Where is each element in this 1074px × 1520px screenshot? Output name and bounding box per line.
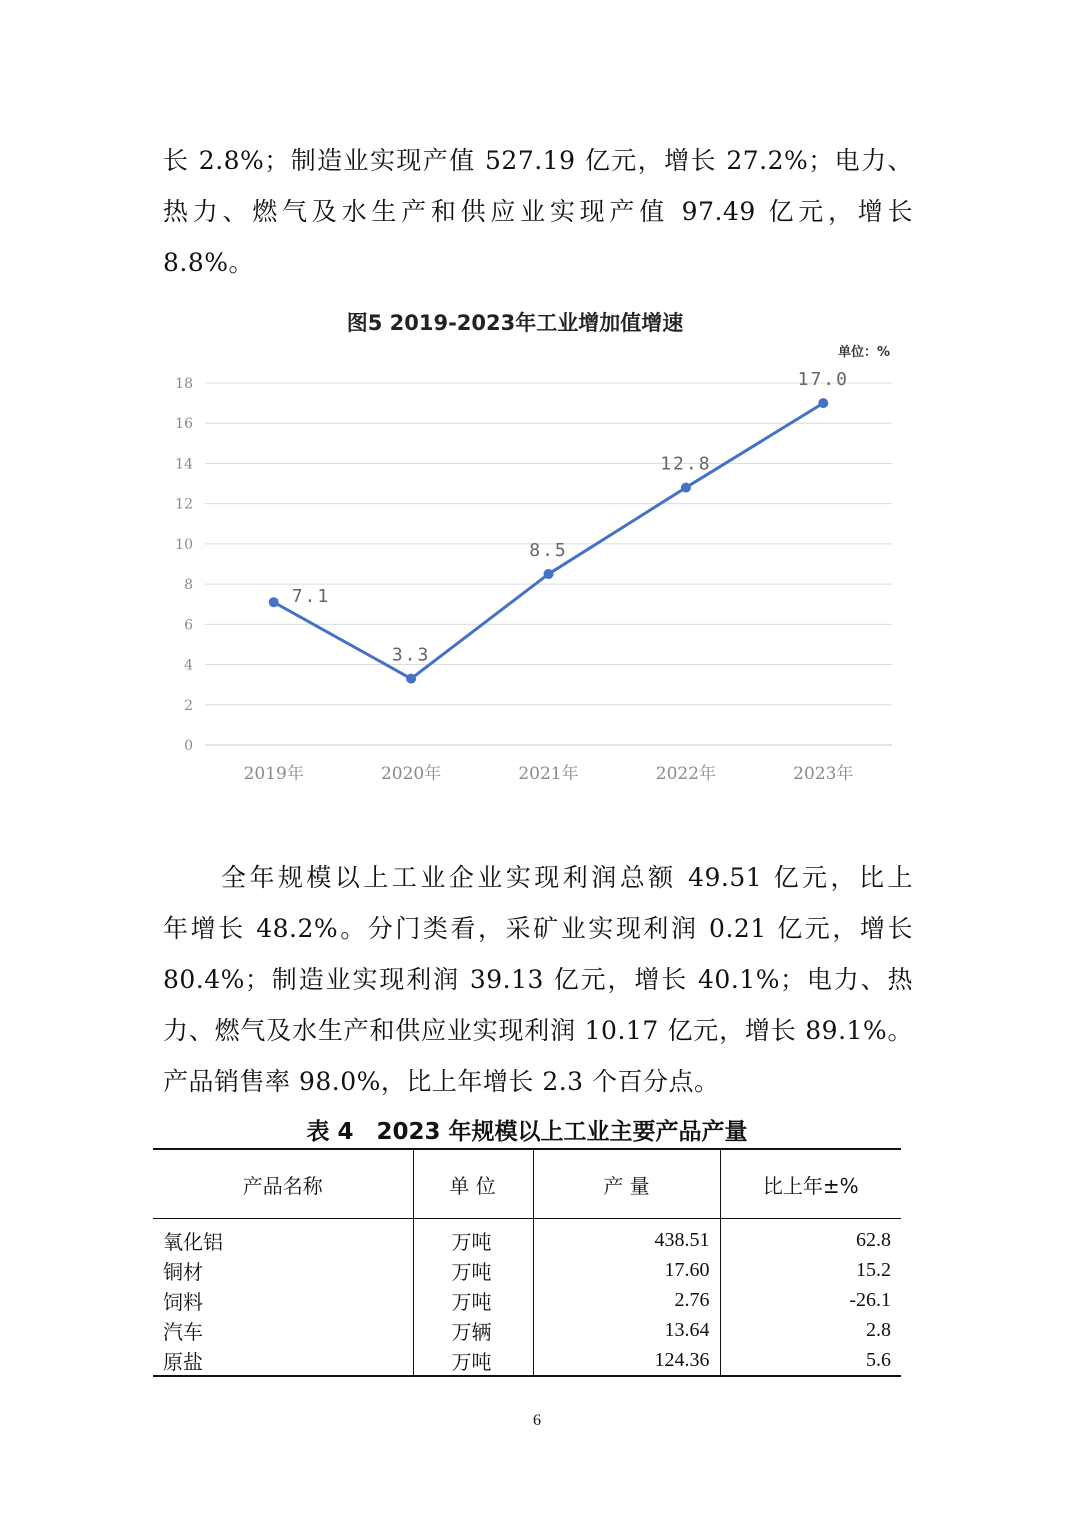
paragraph-2-line-5: 产品销售率 98.0%，比上年增长 2.3 个百分点。 [163, 1067, 720, 1096]
cell-product: 铜材 [153, 1255, 413, 1285]
cell-output: 13.64 [533, 1315, 720, 1345]
x-tick-label: 2021年 [518, 764, 579, 784]
data-point [544, 569, 554, 579]
chart-gridlines [205, 383, 892, 745]
cell-product: 氧化铝 [153, 1219, 413, 1256]
y-tick-label: 6 [184, 617, 193, 634]
cell-unit: 万吨 [413, 1255, 533, 1285]
paragraph-2-line-4: 力、燃气及水生产和供应业实现利润 10.17 亿元，增长 89.1%。 [163, 1016, 913, 1045]
paragraph-2 [163, 852, 913, 1107]
paragraph-2-line-1: 全年规模以上工业企业实现利润总额 49.51 亿元，比上 [221, 863, 913, 892]
y-axis-ticks [175, 376, 193, 754]
x-tick-label: 2020年 [380, 764, 442, 784]
data-point [406, 674, 416, 684]
paragraph-1 [163, 135, 913, 288]
growth-line-chart [150, 300, 910, 800]
cell-output: 17.60 [533, 1255, 720, 1285]
cell-output: 124.36 [533, 1345, 720, 1376]
cell-unit: 万吨 [413, 1219, 533, 1256]
header-output: 产 量 [533, 1149, 720, 1219]
x-tick-label: 2022年 [655, 764, 717, 784]
cell-unit: 万吨 [413, 1285, 533, 1315]
cell-unit: 万吨 [413, 1345, 533, 1376]
y-tick-label: 0 [184, 738, 193, 754]
table-row [153, 1255, 901, 1285]
table-row [153, 1219, 901, 1256]
data-label: 7.1 [291, 586, 331, 608]
header-product-name: 产品名称 [153, 1149, 413, 1219]
data-label: 8.5 [529, 540, 568, 562]
data-label: 3.3 [391, 644, 431, 666]
table-row [153, 1285, 901, 1315]
cell-change: -26.1 [849, 1288, 891, 1311]
y-tick-label: 16 [175, 416, 193, 433]
cell-product: 汽车 [153, 1315, 413, 1345]
chart-unit-label: 单位：% [837, 345, 890, 360]
data-label: 12.8 [660, 453, 712, 475]
cell-change: 5.6 [720, 1345, 901, 1376]
paragraph-1-line-2: 热力、燃气及水生产和供应业实现产值 97.49 亿元，增长 [163, 197, 913, 226]
data-point [818, 398, 828, 408]
product-output-table [153, 1148, 901, 1377]
header-unit: 单 位 [413, 1149, 533, 1219]
data-point [269, 597, 279, 607]
x-axis-ticks [244, 763, 854, 784]
y-tick-label: 14 [175, 456, 193, 473]
cell-change: 2.8 [866, 1318, 891, 1341]
table-header-row [153, 1149, 901, 1219]
paragraph-2-line-3: 80.4%；制造业实现利润 39.13 亿元，增长 40.1%；电力、热 [163, 965, 913, 994]
cell-output: 438.51 [533, 1219, 720, 1256]
y-tick-label: 12 [175, 496, 193, 513]
cell-change: 62.8 [856, 1228, 891, 1251]
cell-product: 原盐 [153, 1345, 413, 1376]
data-point [681, 483, 691, 493]
page-number: 6 [533, 1412, 541, 1429]
paragraph-1-line-3: 8.8%。 [163, 248, 255, 277]
cell-change: 15.2 [856, 1258, 891, 1281]
table-row [153, 1315, 901, 1345]
data-labels [292, 369, 849, 666]
cell-product: 饲料 [153, 1285, 413, 1315]
paragraph-2-line-2: 年增长 48.2%。分门类看，采矿业实现利润 0.21 亿元，增长 [163, 914, 913, 943]
y-tick-label: 8 [184, 577, 193, 594]
y-tick-label: 4 [184, 657, 193, 674]
y-tick-label: 18 [175, 376, 193, 392]
header-change: 比上年±% [720, 1149, 901, 1219]
data-label: 17.0 [797, 369, 849, 391]
cell-output: 2.76 [533, 1285, 720, 1315]
table-title: 表 4 2023 年规模以上工业主要产品产量 [306, 1119, 748, 1145]
y-tick-label: 2 [184, 697, 193, 714]
y-tick-label: 10 [175, 536, 193, 553]
x-tick-label: 2019年 [243, 764, 304, 784]
cell-unit: 万辆 [413, 1315, 533, 1345]
x-tick-label: 2023年 [793, 764, 854, 784]
paragraph-1-line-1: 长 2.8%；制造业实现产值 527.19 亿元，增长 27.2%；电力、 [163, 146, 913, 175]
table-row [153, 1345, 901, 1376]
chart-title: 图5 2019-2023年工业增加值增速 [346, 311, 684, 335]
